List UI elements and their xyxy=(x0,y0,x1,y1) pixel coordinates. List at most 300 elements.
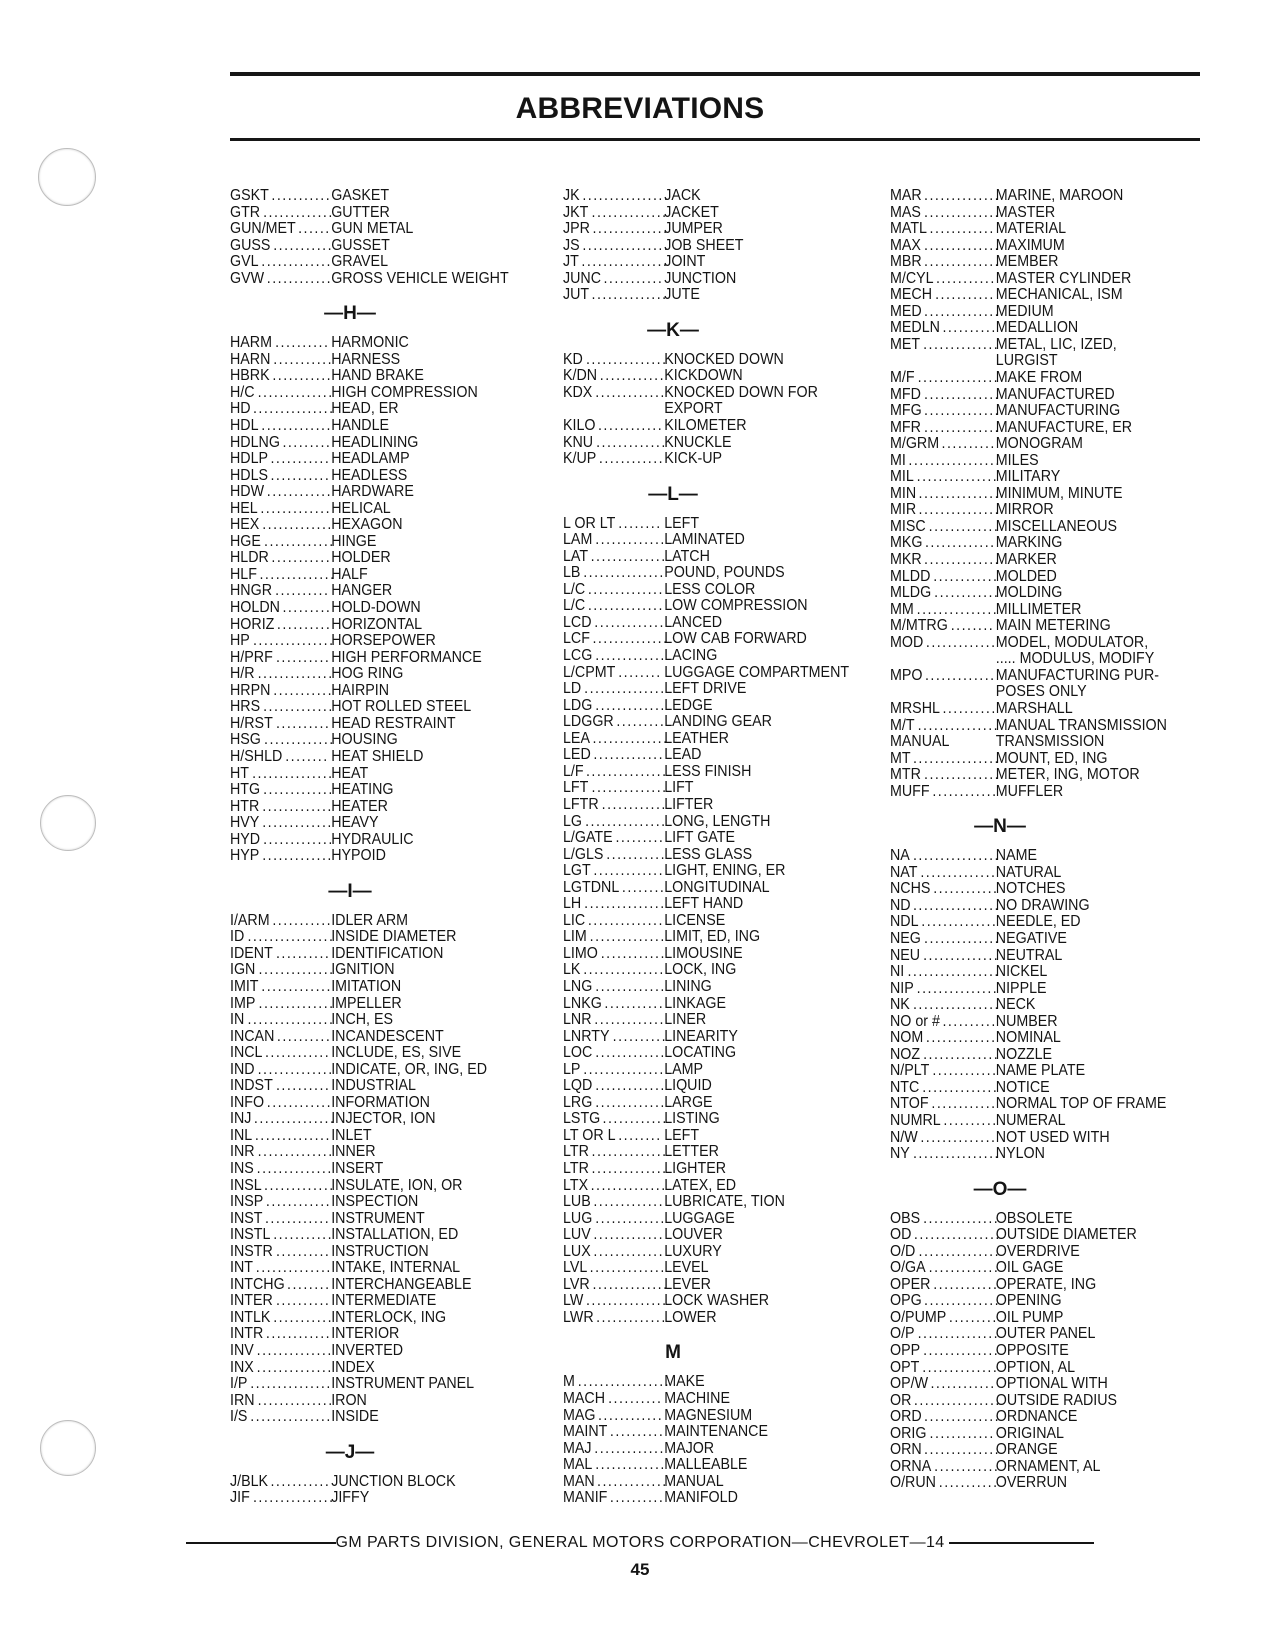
abbreviation-meaning: JIFFY xyxy=(331,1489,370,1507)
abbreviation-row xyxy=(230,650,524,667)
dot-leader: ............. xyxy=(264,731,335,749)
abbreviation-code: JIF xyxy=(230,1489,250,1507)
abbreviation-meaning: JOB SHEET xyxy=(664,236,744,254)
abbreviation-row xyxy=(563,1441,848,1458)
abbreviation-row xyxy=(563,1244,848,1261)
dot-leader: ............ xyxy=(264,1044,331,1062)
dot-leader: ........... xyxy=(935,286,995,304)
dot-leader: .............. xyxy=(258,961,335,979)
abbreviation-row xyxy=(230,385,524,402)
abbreviation-meaning: HOLDER xyxy=(331,549,391,567)
abbreviation-row xyxy=(890,287,1184,304)
abbreviation-code: NDL xyxy=(890,913,919,931)
dot-leader: ............ xyxy=(266,1093,333,1111)
dot-leader: .......... xyxy=(275,582,330,600)
abbreviation-row xyxy=(563,1194,848,1211)
abbreviation-meaning: MARINE, MAROON xyxy=(995,187,1124,204)
dot-leader: .............. xyxy=(922,1078,999,1096)
dot-leader: ........... xyxy=(270,450,331,468)
abbreviation-code: KD xyxy=(563,350,583,368)
abbreviation-meaning: ORIGINAL xyxy=(995,1424,1064,1442)
dot-leader: ............... xyxy=(253,632,335,650)
dot-leader: .............. xyxy=(924,1441,1001,1459)
abbreviation-row xyxy=(563,631,848,648)
abbreviation-code: IMP xyxy=(230,994,256,1012)
abbreviation-code: HTR xyxy=(230,797,260,815)
dot-leader: .............. xyxy=(257,1391,334,1409)
dot-leader: ........... xyxy=(604,994,665,1012)
abbreviation-code: KDX xyxy=(563,383,593,401)
dot-leader: ............... xyxy=(253,400,335,418)
abbreviation-meaning: HEAD RESTRAINT xyxy=(331,714,456,732)
dot-leader: ............. xyxy=(264,532,335,550)
abbreviation-row xyxy=(563,979,848,996)
abbreviation-row xyxy=(890,436,1184,453)
abbreviation-code: LP xyxy=(563,1060,581,1078)
abbreviation-meaning: NICKEL xyxy=(995,963,1048,981)
dot-leader: .............. xyxy=(923,1045,1000,1063)
dot-leader: .............. xyxy=(924,203,1001,221)
abbreviation-code: LNRTY xyxy=(563,1027,610,1045)
dot-leader: ........... xyxy=(270,1472,331,1490)
dot-leader: ............. xyxy=(928,1259,1000,1277)
footer-text: GM PARTS DIVISION, GENERAL MOTORS CORPORATION—CHEVROLET—14 xyxy=(335,1534,945,1551)
dot-leader: ................ xyxy=(913,1226,1001,1244)
dot-leader: .............. xyxy=(920,863,997,881)
abbreviation-meaning: NOTCHES xyxy=(995,880,1066,898)
abbreviation-row xyxy=(890,1343,1184,1360)
abbreviation-meaning: LOCK WASHER xyxy=(664,1292,770,1310)
dot-leader: .......... xyxy=(942,1012,997,1030)
abbreviation-meaning: MIRROR xyxy=(995,501,1054,519)
abbreviation-row xyxy=(890,898,1184,915)
abbreviation-meaning: ORANGE xyxy=(995,1441,1058,1459)
abbreviation-meaning: HEATER xyxy=(331,797,388,815)
abbreviation-row xyxy=(563,368,848,385)
dot-leader: .............. xyxy=(257,383,334,401)
abbreviation-row xyxy=(230,205,524,222)
title-underline-rule xyxy=(230,138,1200,141)
abbreviation-code: LUV xyxy=(563,1226,591,1244)
abbreviation-code: M/CYL xyxy=(890,269,934,287)
abbreviation-meaning: JUNCTION xyxy=(664,269,737,287)
abbreviation-row xyxy=(890,205,1184,222)
abbreviation-meaning: LEDGE xyxy=(664,696,713,714)
abbreviation-code: LED xyxy=(563,746,591,764)
abbreviation-row xyxy=(563,615,848,632)
abbreviation-meaning: METAL, LIC, IZED, xyxy=(995,335,1117,353)
abbreviation-meaning: NEGATIVE xyxy=(995,929,1067,947)
abbreviation-meaning: LEVER xyxy=(664,1275,711,1293)
abbreviation-code: LK xyxy=(563,961,581,979)
abbreviation-meaning: HEADLAMP xyxy=(331,450,410,468)
abbreviation-meaning: LAMP xyxy=(664,1060,704,1078)
dot-leader: .......... xyxy=(276,1077,331,1095)
dot-leader: ................ xyxy=(913,1391,1001,1409)
dot-leader: .............. xyxy=(592,1275,669,1293)
abbreviation-code: IDENT xyxy=(230,944,273,962)
abbreviation-row xyxy=(230,1144,524,1161)
dot-leader: .......... xyxy=(941,435,996,453)
abbreviation-row xyxy=(230,335,524,352)
abbreviation-code: HDL xyxy=(230,417,259,435)
abbreviation-meaning: LINING xyxy=(664,977,712,995)
section-header: —H— xyxy=(324,303,376,325)
abbreviation-row xyxy=(890,981,1184,998)
dot-leader: ............. xyxy=(262,797,333,815)
abbreviation-row xyxy=(563,780,848,797)
abbreviation-meaning: MEDIUM xyxy=(995,302,1054,320)
abbreviation-meaning: OVERRUN xyxy=(995,1474,1068,1492)
footer-dash-right xyxy=(949,1542,1094,1544)
dot-leader: ............. xyxy=(261,253,332,271)
abbreviation-meaning: OUTSIDE DIAMETER xyxy=(995,1226,1137,1244)
abbreviation-row xyxy=(563,271,848,288)
abbreviation-code: MTR xyxy=(890,766,921,784)
abbreviation-code: LFT xyxy=(563,779,589,797)
abbreviation-code: MLDD xyxy=(890,567,931,585)
abbreviation-meaning: MARKER xyxy=(995,551,1057,569)
dot-leader: ......... xyxy=(282,599,332,617)
abbreviation-code: LG xyxy=(563,812,583,830)
dot-leader: ...... xyxy=(298,220,331,238)
abbreviation-code: MAINT xyxy=(563,1423,608,1441)
dot-leader: .............. xyxy=(924,1408,1001,1426)
dot-leader: ............. xyxy=(593,1193,665,1211)
abbreviation-meaning: POUND, POUNDS xyxy=(664,564,785,582)
dot-leader: ................ xyxy=(247,928,335,946)
abbreviation-meaning: KICKDOWN xyxy=(664,367,743,385)
dot-leader: ............. xyxy=(595,1044,666,1062)
abbreviation-row xyxy=(563,385,848,402)
abbreviation-meaning: HYPOID xyxy=(331,847,386,865)
dot-leader: ............... xyxy=(583,1060,665,1078)
abbreviation-row xyxy=(230,1012,524,1029)
abbreviation-meaning: LIMIT, ED, ING xyxy=(664,928,761,946)
abbreviation-code: H/PRF xyxy=(230,648,273,666)
abbreviation-row xyxy=(230,401,524,418)
abbreviation-code: L/CPMT xyxy=(563,663,616,681)
abbreviation-meaning: LOW CAB FORWARD xyxy=(664,630,807,648)
dot-leader: ............... xyxy=(583,564,665,582)
abbreviation-row xyxy=(563,1062,848,1079)
abbreviation-row xyxy=(230,832,524,849)
abbreviation-row xyxy=(563,401,848,418)
abbreviation-row xyxy=(230,368,524,385)
section-gap xyxy=(230,1426,550,1438)
abbreviation-code: INJ xyxy=(230,1110,252,1128)
abbreviation-row xyxy=(890,618,1184,635)
dot-leader: ................. xyxy=(908,451,1001,469)
dot-leader: ............. xyxy=(593,1226,665,1244)
abbreviation-row xyxy=(890,1130,1184,1147)
abbreviation-code: LVL xyxy=(563,1259,588,1277)
abbreviation-row xyxy=(230,1393,524,1410)
abbreviation-row xyxy=(230,683,524,700)
abbreviation-code: LB xyxy=(563,564,581,582)
abbreviation-row xyxy=(890,486,1184,503)
abbreviation-row xyxy=(563,830,848,847)
dot-leader: ............. xyxy=(595,383,666,401)
dot-leader: ............... xyxy=(252,764,334,782)
dot-leader: .......... xyxy=(608,1390,663,1407)
abbreviation-code: INV xyxy=(230,1342,254,1359)
abbreviation-row xyxy=(890,1426,1184,1443)
dot-leader: ............ xyxy=(264,1209,331,1227)
abbreviation-code: LRG xyxy=(563,1093,593,1111)
abbreviation-row xyxy=(890,997,1184,1014)
dot-leader: ............... xyxy=(250,1408,332,1426)
dot-leader: ............. xyxy=(264,1176,335,1194)
abbreviation-code: NIP xyxy=(890,979,914,997)
abbreviation-row xyxy=(890,304,1184,321)
dot-leader: .............. xyxy=(921,913,998,931)
abbreviation-code: M/F xyxy=(890,369,915,387)
abbreviation-code: HVY xyxy=(230,814,260,832)
abbreviation-meaning: IMITATION xyxy=(331,977,402,995)
abbreviation-meaning: HOUSING xyxy=(331,731,398,749)
abbreviation-meaning: NYLON xyxy=(995,1145,1045,1163)
dot-leader: ......... xyxy=(282,433,332,451)
section-header: —I— xyxy=(328,880,372,902)
dot-leader: ............. xyxy=(595,977,666,995)
abbreviation-code: GUSS xyxy=(230,236,271,254)
dot-leader: ............. xyxy=(595,1093,666,1111)
abbreviation-meaning: INCANDESCENT xyxy=(331,1027,444,1045)
abbreviation-code: OD xyxy=(890,1226,912,1244)
abbreviation-code: HDLS xyxy=(230,466,269,484)
abbreviation-meaning: HEAT xyxy=(331,764,369,782)
dot-leader: .............. xyxy=(924,236,1001,254)
abbreviation-meaning: NOZZLE xyxy=(995,1045,1053,1063)
abbreviation-code: LH xyxy=(563,895,582,913)
abbreviation-code: INSP xyxy=(230,1193,264,1211)
abbreviation-code: INSTL xyxy=(230,1226,271,1244)
abbreviation-meaning: LATCH xyxy=(664,547,710,565)
dot-leader: .......... xyxy=(609,1489,665,1507)
abbreviation-row xyxy=(563,1178,848,1195)
abbreviation-row xyxy=(890,1063,1184,1080)
abbreviation-code: LW xyxy=(563,1292,584,1310)
abbreviation-meaning: MILLIMETER xyxy=(995,600,1082,618)
dot-leader: ............... xyxy=(584,895,666,913)
abbreviation-row xyxy=(230,962,524,979)
abbreviation-row xyxy=(563,1111,848,1128)
abbreviation-meaning: HOLD-DOWN xyxy=(331,599,421,617)
dot-leader: ........... xyxy=(606,845,667,863)
abbreviation-code: LIC xyxy=(563,911,586,929)
abbreviation-code: LOC xyxy=(563,1044,593,1062)
abbreviation-code: LIM xyxy=(563,928,587,946)
abbreviation-meaning: OPPOSITE xyxy=(995,1342,1069,1359)
page-number: 45 xyxy=(630,1560,650,1579)
dot-leader: ............. xyxy=(594,1011,665,1029)
dot-leader: ............ xyxy=(266,269,333,287)
abbreviation-row xyxy=(563,1144,848,1161)
dot-leader: .............. xyxy=(254,1126,331,1144)
abbreviation-row xyxy=(563,188,848,205)
abbreviation-code: JK xyxy=(563,187,580,204)
abbreviation-meaning: HORIZONTAL xyxy=(331,615,423,633)
dot-leader: ........... xyxy=(273,236,334,254)
abbreviation-meaning: MALLEABLE xyxy=(664,1456,748,1474)
abbreviation-meaning: LINEARITY xyxy=(664,1027,738,1045)
abbreviation-row xyxy=(230,567,524,584)
abbreviation-code: LQD xyxy=(563,1077,593,1095)
abbreviation-meaning: ORDNANCE xyxy=(995,1408,1078,1426)
abbreviation-row xyxy=(563,598,848,615)
abbreviation-code: HEL xyxy=(230,499,258,517)
abbreviation-code: LUG xyxy=(563,1209,593,1227)
abbreviation-row xyxy=(563,1293,848,1310)
abbreviation-code: NTOF xyxy=(890,1095,929,1113)
abbreviation-row xyxy=(230,799,524,816)
dot-leader: ............ xyxy=(929,220,995,238)
abbreviation-code: MIL xyxy=(890,468,914,486)
abbreviation-row xyxy=(890,767,1184,784)
abbreviation-row xyxy=(890,1096,1184,1113)
abbreviation-code: HEX xyxy=(230,516,260,534)
dot-leader: .............. xyxy=(589,1259,666,1277)
abbreviation-meaning: LISTING xyxy=(664,1110,720,1128)
abbreviation-meaning: LEFT xyxy=(664,1126,700,1144)
abbreviation-row xyxy=(890,602,1184,619)
abbreviation-code: O/GA xyxy=(890,1259,926,1277)
abbreviation-code: HD xyxy=(230,400,251,418)
binder-hole-middle xyxy=(40,795,96,851)
abbreviation-meaning: INTERIOR xyxy=(331,1325,400,1343)
abbreviation-meaning: MAXIMUM xyxy=(995,236,1065,254)
abbreviation-code: I/ARM xyxy=(230,911,270,929)
abbreviation-code: OPP xyxy=(890,1342,921,1359)
abbreviation-row xyxy=(230,1360,524,1377)
dot-leader: .............. xyxy=(592,630,669,648)
section-header: M xyxy=(665,1342,681,1364)
dot-leader: ............... xyxy=(917,1325,1000,1343)
dot-leader: .............. xyxy=(591,1143,668,1161)
section-header: —L— xyxy=(648,483,698,505)
dot-leader: .............. xyxy=(923,1209,1000,1227)
abbreviation-code: JS xyxy=(563,236,580,254)
abbreviation-meaning: LOWER xyxy=(664,1308,717,1326)
section-header: —O— xyxy=(973,1178,1027,1200)
abbreviation-row xyxy=(563,648,848,665)
abbreviation-code: OP/W xyxy=(890,1375,929,1393)
abbreviation-code: LWR xyxy=(563,1308,594,1326)
abbreviation-row xyxy=(563,1374,848,1391)
abbreviation-row xyxy=(563,1457,848,1474)
abbreviation-row xyxy=(230,1095,524,1112)
abbreviation-meaning: LIFT xyxy=(664,779,694,797)
dot-leader: ............ xyxy=(930,1375,996,1393)
abbreviation-meaning: NAME PLATE xyxy=(995,1062,1086,1080)
abbreviation-row xyxy=(563,1424,848,1441)
abbreviation-meaning: INSTRUMENT PANEL xyxy=(331,1375,475,1393)
dot-leader: ............. xyxy=(260,499,332,517)
abbreviation-code: GVW xyxy=(230,269,265,287)
abbreviation-code: MANUAL xyxy=(890,733,950,751)
abbreviation-code: LUX xyxy=(563,1242,591,1260)
abbreviation-row xyxy=(890,881,1184,898)
abbreviation-code: INDST xyxy=(230,1077,273,1095)
abbreviation-meaning: INNER xyxy=(331,1143,376,1161)
abbreviation-meaning: INTERLOCK, ING xyxy=(331,1308,447,1326)
abbreviation-code: MT xyxy=(890,749,911,767)
abbreviation-code: GSKT xyxy=(230,187,269,204)
abbreviation-code: NOZ xyxy=(890,1045,921,1063)
dot-leader: .......... xyxy=(276,944,331,962)
abbreviation-code: MECH xyxy=(890,286,932,304)
abbreviation-meaning: LESS GLASS xyxy=(664,845,753,863)
dot-leader: ............... xyxy=(586,762,668,780)
abbreviation-row xyxy=(230,501,524,518)
dot-leader: .............. xyxy=(257,1060,334,1078)
abbreviation-row xyxy=(890,569,1184,586)
abbreviation-meaning: GASKET xyxy=(331,187,390,204)
dot-leader: .......... xyxy=(276,648,331,666)
abbreviation-meaning: NECK xyxy=(995,996,1036,1014)
dot-leader: ............... xyxy=(586,1292,668,1310)
abbreviation-meaning: LUBRICATE, TION xyxy=(664,1193,785,1211)
abbreviation-row xyxy=(230,913,524,930)
abbreviation-meaning: NEUTRAL xyxy=(995,946,1063,964)
abbreviation-meaning: MANUFACTURING PUR- xyxy=(995,666,1159,684)
abbreviation-row xyxy=(230,749,524,766)
abbreviation-row xyxy=(230,1409,524,1426)
abbreviation-row xyxy=(890,964,1184,981)
abbreviation-meaning: MECHANICAL, ISM xyxy=(995,286,1123,304)
abbreviation-code: N/W xyxy=(890,1128,918,1146)
abbreviation-row xyxy=(563,1408,848,1425)
abbreviation-code: HYD xyxy=(230,830,261,848)
abbreviation-meaning: LEFT xyxy=(664,514,700,532)
dot-leader: .............. xyxy=(256,1159,333,1177)
dot-leader: ........... xyxy=(271,187,332,204)
abbreviation-code: LTR xyxy=(563,1143,589,1161)
abbreviation-meaning: NEEDLE, ED xyxy=(995,913,1081,931)
abbreviation-column-3 xyxy=(890,188,1210,1492)
abbreviation-code: LDG xyxy=(563,696,593,714)
abbreviation-row xyxy=(230,1078,524,1095)
dot-leader: .......... xyxy=(276,1292,331,1310)
abbreviation-meaning: OPTION, AL xyxy=(995,1358,1076,1376)
abbreviation-code: GVL xyxy=(230,253,259,271)
abbreviation-row xyxy=(230,468,524,485)
abbreviation-meaning: INVERTED xyxy=(331,1342,404,1359)
abbreviation-meaning: JACKET xyxy=(664,203,719,221)
abbreviation-row xyxy=(563,205,848,222)
abbreviation-row xyxy=(563,681,848,698)
abbreviation-row xyxy=(563,665,848,682)
abbreviation-meaning: INDICATE, OR, ING, ED xyxy=(331,1060,488,1078)
abbreviation-code: LSTG xyxy=(563,1110,601,1128)
abbreviation-code: LDGGR xyxy=(563,713,614,731)
section-gap xyxy=(563,1326,873,1338)
abbreviation-code: HRPN xyxy=(230,681,271,699)
abbreviation-meaning: MODEL, MODULATOR, xyxy=(995,633,1149,651)
dot-leader: ............... xyxy=(918,501,1001,519)
abbreviation-meaning: LETTER xyxy=(664,1143,719,1161)
abbreviation-meaning: GROSS VEHICLE WEIGHT xyxy=(331,269,509,287)
dot-leader: ............. xyxy=(596,433,667,451)
dot-leader: ............. xyxy=(594,613,665,631)
abbreviation-code: HT xyxy=(230,764,250,782)
abbreviation-meaning: MASTER xyxy=(995,203,1056,221)
abbreviation-meaning: KILOMETER xyxy=(664,417,747,435)
dot-leader: ............. xyxy=(263,830,334,848)
abbreviation-meaning: MUFFLER xyxy=(995,782,1064,800)
dot-leader: .............. xyxy=(259,565,336,583)
